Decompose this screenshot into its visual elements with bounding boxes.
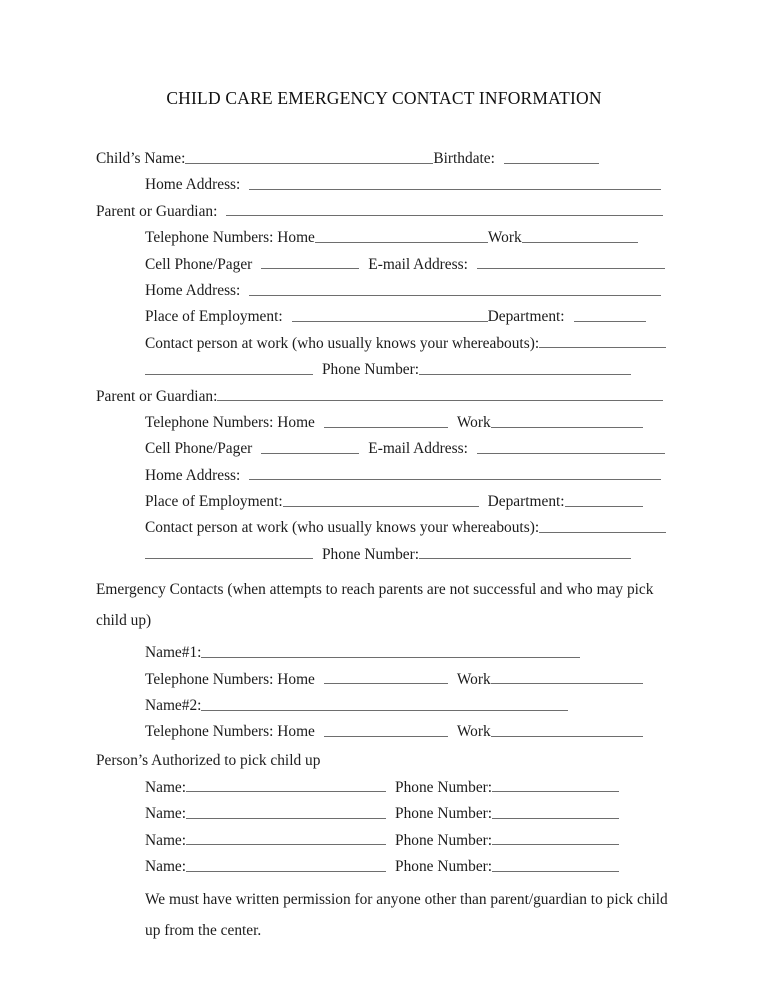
page-title: CHILD CARE EMERGENCY CONTACT INFORMATION: [166, 88, 602, 108]
field-row-authorized-4: [96, 854, 672, 880]
field-row-parent2-telephone: [96, 410, 672, 436]
emergency-contacts-heading: [96, 574, 672, 636]
label-phone-number-a3: Phone Number:: [395, 831, 493, 849]
input-emergency-1-work-phone[interactable]: [491, 671, 643, 685]
written-permission-notice: [145, 884, 672, 946]
input-parent1-work-contact-phone[interactable]: [419, 361, 631, 375]
input-parent2-cell-phone[interactable]: [261, 440, 359, 454]
input-parent-guardian-2[interactable]: [217, 388, 663, 402]
label-contact-person-at-work-1: Contact person at work (who usually knows your whereabouts):: [145, 334, 540, 352]
label-home-address-parent1: Home Address:: [145, 281, 241, 299]
label-home-address-parent2: Home Address:: [145, 466, 241, 484]
input-parent-guardian-1[interactable]: [226, 203, 663, 217]
input-parent1-work-contact-cont[interactable]: [145, 361, 313, 375]
input-authorized-name-1[interactable]: [186, 779, 386, 793]
label-parent-guardian-1: Parent or Guardian:: [96, 202, 218, 220]
input-emergency-1-home-phone[interactable]: [324, 671, 448, 685]
notice-line-2: up from the center.: [145, 922, 262, 940]
label-work-2: Work: [456, 413, 491, 431]
label-name-a4: Name:: [145, 857, 187, 875]
input-parent2-work-contact-phone[interactable]: [419, 546, 631, 560]
field-row-authorized-1: [96, 775, 672, 801]
field-row-emergency-2-telephone: [96, 719, 672, 745]
field-row-parent-guardian-2: [96, 384, 672, 410]
input-emergency-2-home-phone[interactable]: [324, 723, 448, 737]
field-row-parent1-home-address: [96, 278, 672, 304]
input-parent1-cell-phone[interactable]: [261, 256, 359, 270]
field-row-parent2-employment: [96, 489, 672, 515]
label-place-of-employment-2: Place of Employment:: [145, 493, 283, 511]
field-row-child-home-address: [96, 172, 672, 198]
field-row-emergency-name-1: [96, 640, 672, 666]
notice-line-1: We must have written permission for anyone other than parent/guardian to pick child: [145, 891, 668, 909]
label-place-of-employment-1: Place of Employment:: [145, 308, 283, 326]
input-childs-name[interactable]: [185, 150, 433, 164]
input-parent2-email[interactable]: [477, 440, 665, 454]
label-work-e1: Work: [456, 670, 491, 688]
input-authorized-phone-3[interactable]: [492, 832, 619, 846]
field-row-parent2-cell-email: [96, 436, 672, 462]
input-emergency-name-2[interactable]: [201, 697, 568, 711]
label-email-address-1: E-mail Address:: [368, 255, 468, 273]
input-authorized-phone-2[interactable]: [492, 805, 619, 819]
input-authorized-name-3[interactable]: [186, 832, 386, 846]
label-parent-guardian-2: Parent or Guardian:: [96, 387, 218, 405]
field-row-parent1-work-contact-phone: [96, 357, 672, 383]
input-child-home-address[interactable]: [249, 176, 661, 190]
label-phone-number-a4: Phone Number:: [395, 857, 493, 875]
input-parent1-email[interactable]: [477, 256, 665, 270]
input-parent1-home-phone[interactable]: [315, 229, 488, 243]
field-row-parent-guardian-1: [96, 199, 672, 225]
field-row-parent1-work-contact: [96, 331, 672, 357]
input-parent1-employer[interactable]: [292, 308, 488, 322]
label-telephone-numbers-home-2: Telephone Numbers: Home: [145, 413, 315, 431]
input-emergency-2-work-phone[interactable]: [491, 723, 643, 737]
label-telephone-numbers-home-e1: Telephone Numbers: Home: [145, 670, 315, 688]
label-name-a3: Name:: [145, 831, 187, 849]
label-telephone-numbers-home-e2: Telephone Numbers: Home: [145, 723, 315, 741]
label-birthdate: Birthdate:: [433, 150, 495, 167]
input-parent1-department[interactable]: [574, 308, 646, 322]
input-parent2-work-contact-cont[interactable]: [145, 546, 313, 560]
field-row-parent1-cell-email: [96, 252, 672, 278]
label-name-a1: Name:: [145, 778, 187, 796]
input-authorized-phone-4[interactable]: [492, 858, 619, 872]
input-parent2-home-address[interactable]: [249, 467, 661, 481]
input-parent1-work-contact[interactable]: [539, 335, 666, 349]
authorized-persons-heading: [96, 746, 672, 775]
field-row-parent2-home-address: [96, 463, 672, 489]
field-row-parent1-employment: [96, 304, 672, 330]
field-row-parent2-work-contact: [96, 515, 672, 541]
field-row-authorized-2: [96, 801, 672, 827]
emergency-contacts-line-2: child up): [96, 612, 152, 630]
label-cell-phone-pager-2: Cell Phone/Pager: [145, 440, 253, 458]
input-birthdate[interactable]: [504, 150, 599, 164]
input-authorized-phone-1[interactable]: [492, 779, 619, 793]
label-telephone-numbers-home-1: Telephone Numbers: Home: [145, 229, 315, 247]
field-row-childs-name: [96, 146, 672, 172]
input-parent1-work-phone[interactable]: [522, 229, 638, 243]
input-parent1-home-address[interactable]: [249, 282, 661, 296]
label-contact-person-at-work-2: Contact person at work (who usually knows your whereabouts):: [145, 519, 540, 537]
label-phone-number-1: Phone Number:: [322, 361, 420, 379]
label-department-1: Department:: [487, 308, 565, 326]
label-department-2: Department:: [487, 493, 565, 511]
input-emergency-name-1[interactable]: [201, 644, 580, 658]
input-parent2-department[interactable]: [565, 493, 643, 507]
label-work-1: Work: [487, 229, 522, 247]
label-name-a2: Name:: [145, 805, 187, 823]
label-name-2: Name#2:: [145, 697, 202, 715]
emergency-contacts-line-1: Emergency Contacts (when attempts to reach parents are not successful and who may pick: [96, 581, 654, 599]
field-row-authorized-3: [96, 828, 672, 854]
form-body: [96, 146, 672, 946]
input-parent2-employer[interactable]: [283, 493, 479, 507]
label-work-e2: Work: [456, 723, 491, 741]
label-email-address-2: E-mail Address:: [368, 440, 468, 458]
field-row-emergency-1-telephone: [96, 667, 672, 693]
input-parent2-work-contact[interactable]: [539, 519, 666, 533]
label-authorized-persons: Person’s Authorized to pick child up: [96, 751, 321, 769]
input-parent2-work-phone[interactable]: [491, 414, 643, 428]
label-childs-name: Child’s Name:: [96, 150, 186, 167]
field-row-parent1-telephone: [96, 225, 672, 251]
label-cell-phone-pager-1: Cell Phone/Pager: [145, 255, 253, 273]
input-authorized-name-2[interactable]: [186, 805, 386, 819]
label-phone-number-a2: Phone Number:: [395, 805, 493, 823]
label-phone-number-a1: Phone Number:: [395, 778, 493, 796]
label-phone-number-2: Phone Number:: [322, 545, 420, 563]
field-row-emergency-name-2: [96, 693, 672, 719]
label-name-1: Name#1:: [145, 644, 202, 662]
input-authorized-name-4[interactable]: [186, 858, 386, 872]
field-row-parent2-work-contact-phone: [96, 542, 672, 568]
label-home-address: Home Address:: [145, 176, 241, 194]
input-parent2-home-phone[interactable]: [324, 414, 448, 428]
